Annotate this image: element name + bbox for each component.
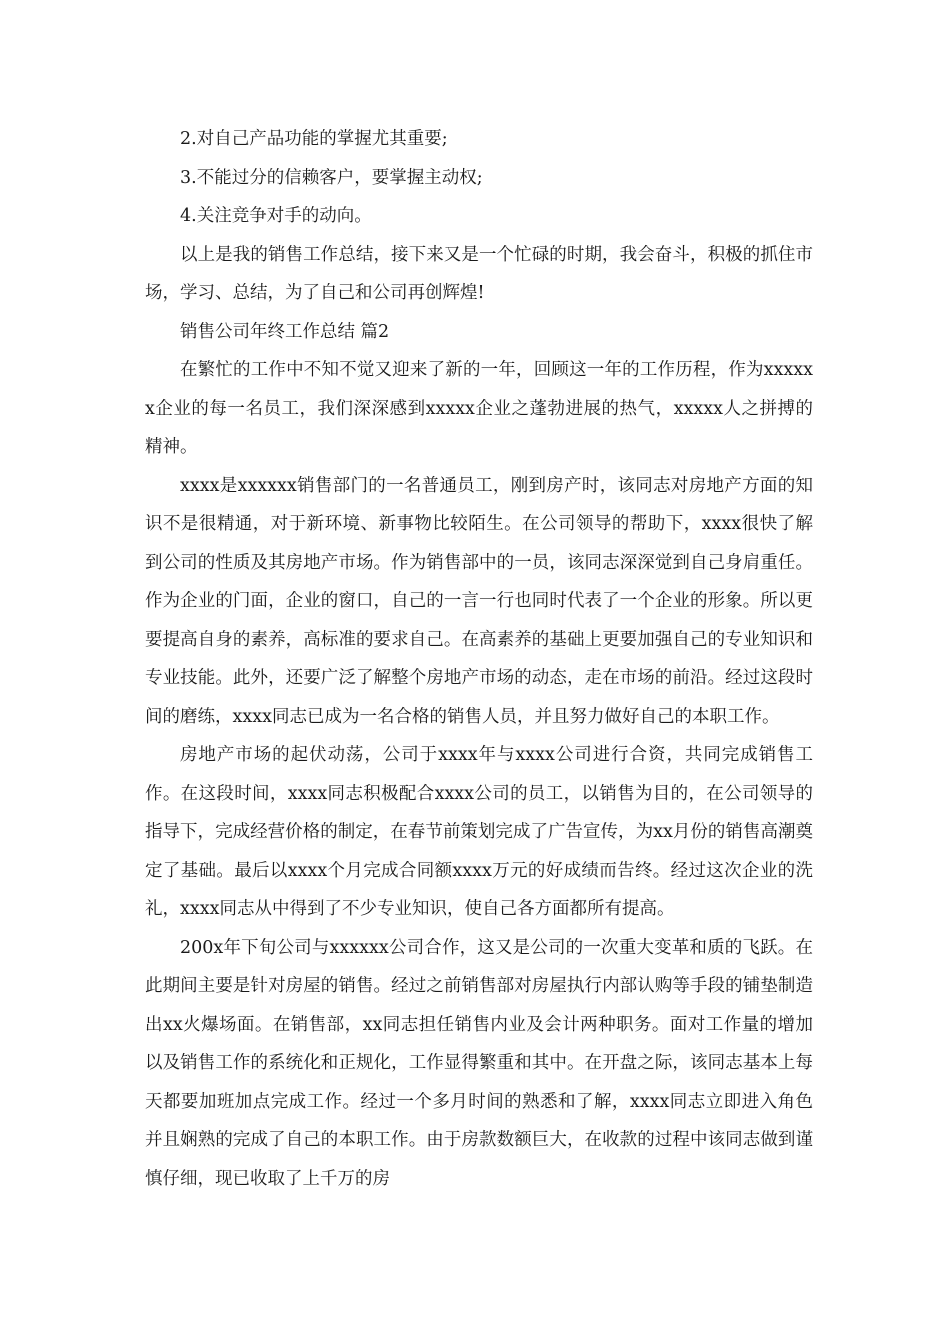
body-paragraph: 200x年下旬公司与xxxxxx公司合作，这又是公司的一次重大变革和质的飞跃。在此期间主要是针对房屋的销售。经过之前销售部对房屋执行内部认购等手段的铺垫制造出xx火爆场面。在销售部，xx同志担任销售内业及会计两种职务。面对工作量的增加以及销售工作的系统化和正规化，工作显得繁重和其中。在开盘之际，该同志基本上每天都要加班加点完成工作。经过一个多月时间的熟悉和了解，xxxx同志立即进入角色并且娴熟的完成了自己的本职工作。由于房款数额巨大，在收款的过程中该同志做到谨慎仔细，现已收取了上千万的房 xyxy=(145,937,813,1189)
intro-paragraph: 在繁忙的工作中不知不觉又迎来了新的一年，回顾这一年的工作历程，作为xxxxxx企业的每一名员工，我们深深感到xxxxx企业之蓬勃进展的热气，xxxxx人之拼搏的精神。 xyxy=(145,360,813,457)
summary-paragraph: 以上是我的销售工作总结，接下来又是一个忙碌的时期，我会奋斗，积极的抓住市场，学习、总结，为了自己和公司再创辉煌! xyxy=(145,244,813,303)
list-item-product-knowledge: 2.对自己产品功能的掌握尤其重要; xyxy=(180,129,448,149)
document-body xyxy=(145,120,813,1198)
body-paragraph: xxxx是xxxxxx销售部门的一名普通员工，刚到房产时，该同志对房地产方面的知识不是很精通，对于新环境、新事物比较陌生。在公司领导的帮助下，xxxx很快了解到公司的性质及其房地产市场。作为销售部中的一员，该同志深深觉到自己身肩重任。作为企业的门面，企业的窗口，自己的一言一行也同时代表了一个企业的形象。所以更要提高自身的素养，高标准的要求自己。在高素养的基础上更要加强自己的专业知识和专业技能。此外，还要广泛了解整个房地产市场的动态，走在市场的前沿。经过这段时间的磨练，xxxx同志已成为一名合格的销售人员，并且努力做好自己的本职工作。 xyxy=(145,475,813,727)
list-item-competitors: 4.关注竞争对手的动向。 xyxy=(180,206,372,226)
body-paragraph: 房地产市场的起伏动荡，公司于xxxx年与xxxx公司进行合资，共同完成销售工作。在这段时间，xxxx同志积极配合xxxx公司的员工，以销售为目的，在公司领导的指导下，完成经营价格的制定，在春节前策划完成了广告宣传，为xx月份的销售高潮奠定了基础。最后以xxxx个月完成合同额xxxx万元的好成绩而告终。经过这次企业的洗礼，xxxx同志从中得到了不少专业知识，使自己各方面都所有提高。 xyxy=(145,745,813,919)
section-heading: 销售公司年终工作总结 篇2 xyxy=(180,321,390,342)
list-item-customer-trust: 3.不能过分的信赖客户，要掌握主动权; xyxy=(180,167,483,188)
